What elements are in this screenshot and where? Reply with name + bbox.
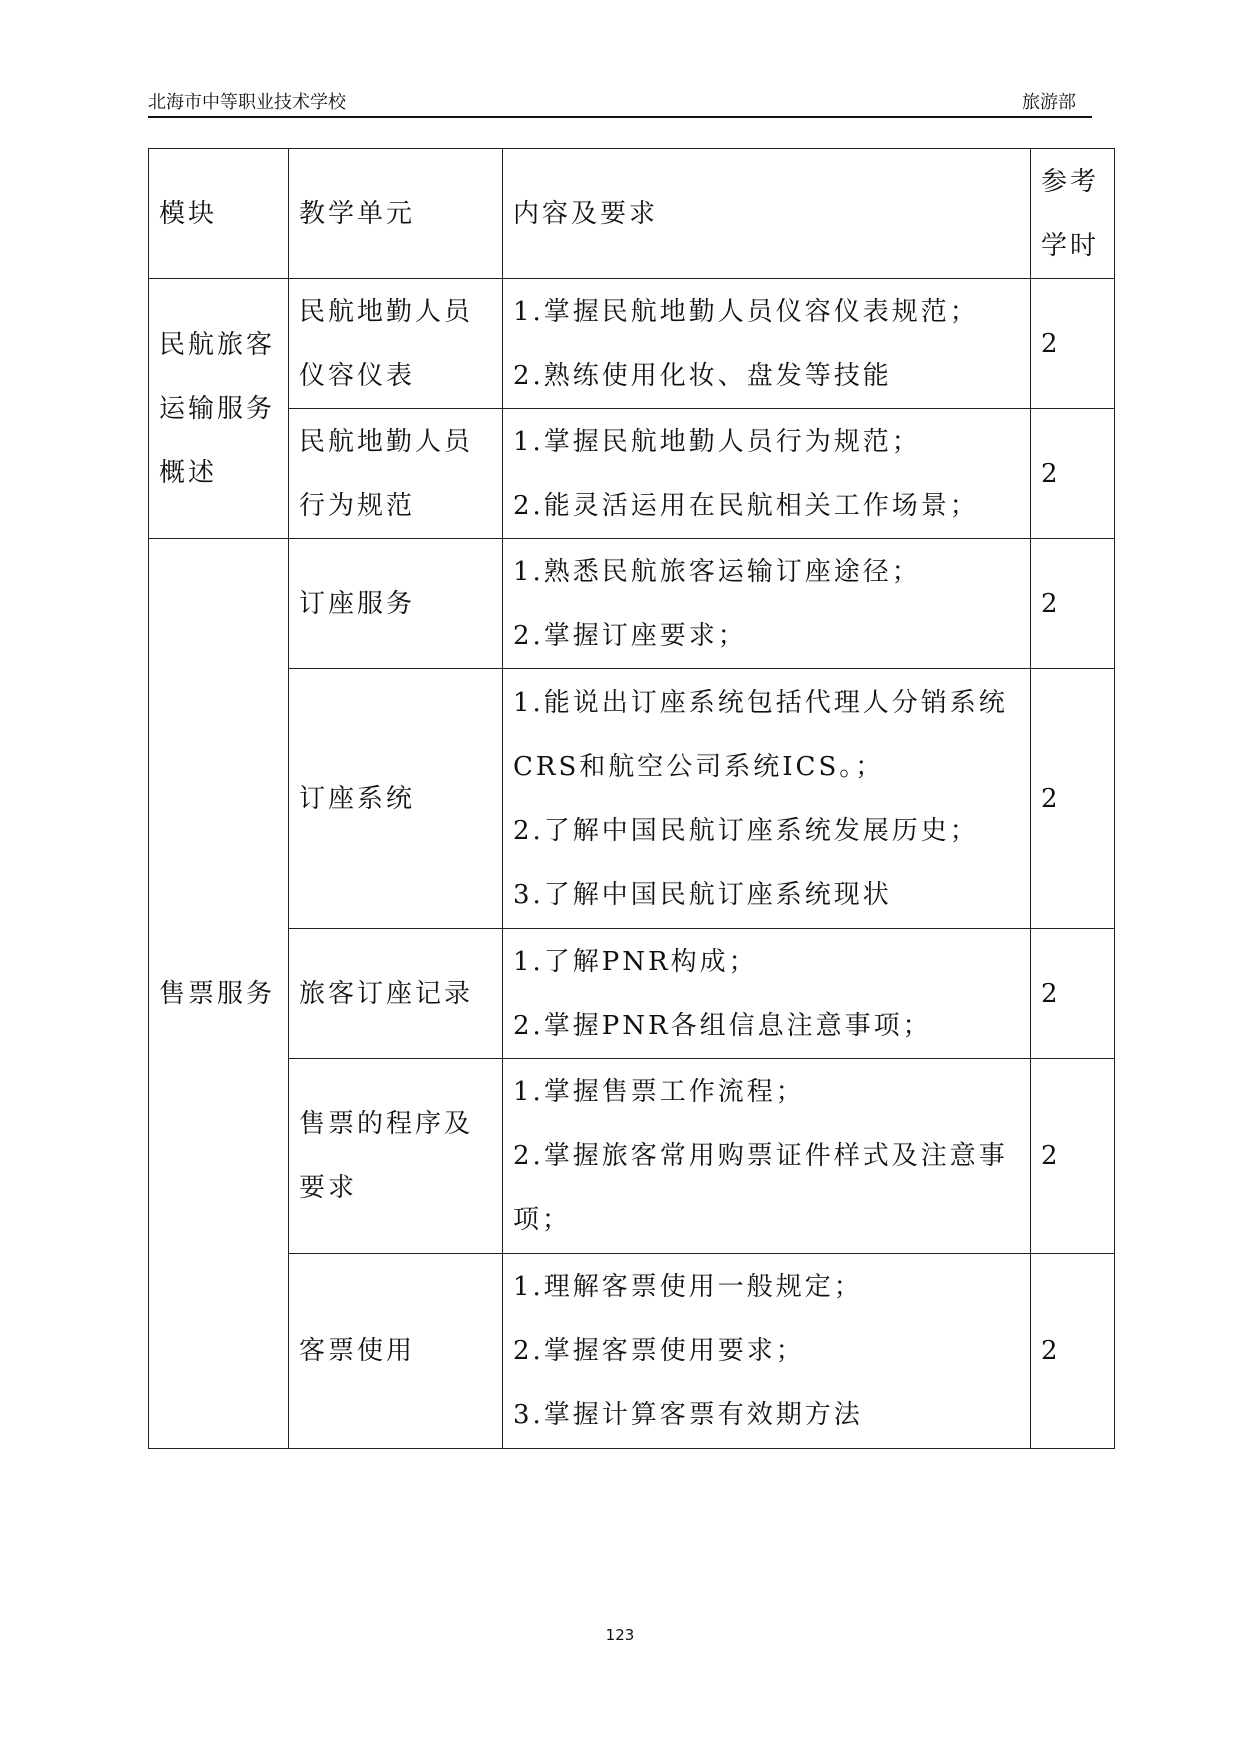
content-line: 1.掌握民航地勤人员行为规范； — [513, 426, 921, 457]
content-line: 2.掌握旅客常用购票证件样式及注意事项； — [513, 1141, 1008, 1235]
content-line: 1.掌握售票工作流程； — [513, 1077, 805, 1107]
page-header — [148, 84, 1092, 118]
content-line: 2.掌握客票使用要求； — [513, 1336, 805, 1366]
unit-cell: 民航地勤人员行为规范 — [289, 409, 503, 539]
table-row — [149, 409, 1115, 539]
module-cell: 民航旅客运输服务概述 — [149, 279, 289, 539]
school-name: 北海市中等职业技术学校 — [148, 92, 346, 113]
content-line: 3.掌握计算客票有效期方法 — [513, 1400, 863, 1430]
content-line: 2.熟练使用化妆、盘发等技能 — [513, 360, 892, 391]
content-cell — [503, 1254, 1031, 1449]
content-line: 2.掌握订座要求； — [513, 620, 747, 651]
content-line: 2.掌握PNR各组信息注意事项； — [513, 1010, 932, 1041]
content-line: 1.熟悉民航旅客运输订座途径； — [513, 556, 921, 587]
unit-cell: 旅客订座记录 — [289, 929, 503, 1059]
content-line: 2.能灵活运用在民航相关工作场景； — [513, 490, 979, 521]
hours-cell: 2 — [1031, 929, 1115, 1059]
content-line: 3.了解中国民航订座系统现状 — [513, 879, 892, 910]
table-row — [149, 1254, 1115, 1449]
table-row — [149, 279, 1115, 409]
header-hours: 参考学时 — [1031, 149, 1115, 279]
content-line: 1.能说出订座系统包括代理人分销系统CRS和航空公司系统ICS。； — [513, 687, 1008, 782]
content-line: 1.掌握民航地勤人员仪容仪表规范； — [513, 296, 979, 327]
hours-cell: 2 — [1031, 409, 1115, 539]
content-cell — [503, 929, 1031, 1059]
unit-cell: 客票使用 — [289, 1254, 503, 1449]
table-row — [149, 929, 1115, 1059]
hours-cell: 2 — [1031, 539, 1115, 669]
content-cell — [503, 1059, 1031, 1254]
content-line: 1.了解PNR构成； — [513, 946, 758, 977]
unit-cell: 售票的程序及要求 — [289, 1059, 503, 1254]
unit-cell: 订座服务 — [289, 539, 503, 669]
table-row — [149, 1059, 1115, 1254]
header-content: 内容及要求 — [503, 149, 1031, 279]
hours-cell: 2 — [1031, 1059, 1115, 1254]
hours-cell: 2 — [1031, 279, 1115, 409]
module-cell: 售票服务 — [149, 539, 289, 1449]
content-cell — [503, 409, 1031, 539]
header-module: 模块 — [149, 149, 289, 279]
table-row — [149, 669, 1115, 929]
header-unit: 教学单元 — [289, 149, 503, 279]
table-row — [149, 539, 1115, 669]
content-cell — [503, 669, 1031, 929]
unit-cell: 民航地勤人员仪容仪表 — [289, 279, 503, 409]
table-header-row — [149, 149, 1115, 279]
content-cell — [503, 539, 1031, 669]
page-number: 123 — [605, 1626, 635, 1644]
content-line: 2.了解中国民航订座系统发展历史； — [513, 815, 979, 846]
department-name: 旅游部 — [1022, 92, 1076, 113]
hours-cell: 2 — [1031, 1254, 1115, 1449]
content-line: 1.理解客票使用一般规定； — [513, 1272, 863, 1302]
curriculum-table — [148, 148, 1115, 1449]
unit-cell: 订座系统 — [289, 669, 503, 929]
hours-cell: 2 — [1031, 669, 1115, 929]
content-cell — [503, 279, 1031, 409]
